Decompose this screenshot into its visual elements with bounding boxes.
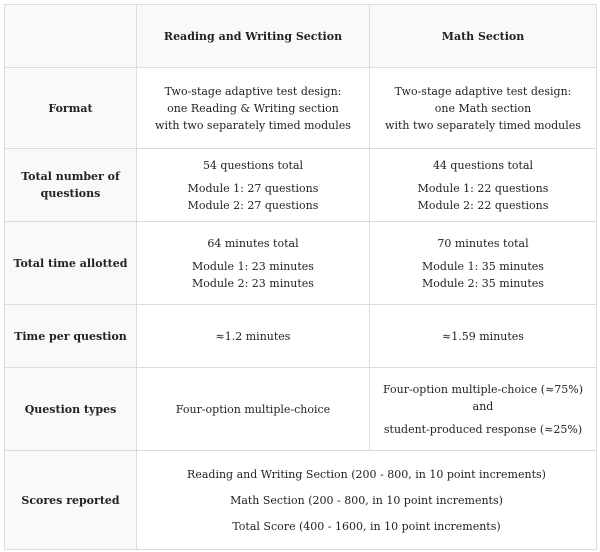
table-row-time	[5, 222, 597, 305]
time-rw-total: 64 minutes total	[207, 236, 299, 250]
time-rw-cell	[137, 222, 370, 305]
scores-cell	[137, 451, 597, 550]
header-reading-writing: Reading and Writing Section	[137, 5, 370, 68]
questions-rw-module-2: Module 2: 27 questions	[187, 198, 319, 212]
scores-line-math: Math Section (200 - 800, in 10 point increments)	[230, 493, 503, 507]
time-math-total: 70 minutes total	[437, 236, 529, 250]
table-row-time-per-question	[5, 305, 597, 368]
sat-structure-table	[4, 4, 597, 550]
time-math-module-2: Module 2: 35 minutes	[422, 276, 544, 290]
per-question-math-cell: ≈1.59 minutes	[370, 305, 597, 368]
types-math-cell	[370, 368, 597, 451]
row-label-questions-line-2: questions	[40, 187, 101, 200]
table-row-questions	[5, 149, 597, 222]
format-math-line-2: one Math section	[434, 101, 532, 115]
scores-line-reading-writing: Reading and Writing Section (200 - 800, in 10 point increments)	[187, 467, 546, 481]
corner-cell	[5, 5, 137, 68]
format-rw-line-1: Two-stage adaptive test design:	[164, 84, 342, 98]
format-math-line-3: with two separately timed modules	[385, 118, 581, 132]
format-math-line-1: Two-stage adaptive test design:	[394, 84, 572, 98]
scores-line-total: Total Score (400 - 1600, in 10 point increments)	[232, 519, 501, 533]
format-rw-line-2: one Reading & Writing section	[167, 101, 339, 115]
row-label-questions-line-1: Total number of	[21, 170, 120, 183]
time-math-cell	[370, 222, 597, 305]
types-math-line-2: student-produced response (≈25%)	[383, 422, 583, 436]
per-question-rw-cell: ≈1.2 minutes	[137, 305, 370, 368]
time-math-module-1: Module 1: 35 minutes	[422, 259, 544, 273]
row-label-time-per-question: Time per question	[5, 305, 137, 368]
questions-math-module-2: Module 2: 22 questions	[417, 198, 549, 212]
format-math-cell	[370, 68, 597, 149]
format-rw-line-3: with two separately timed modules	[155, 118, 351, 132]
questions-rw-module-1: Module 1: 27 questions	[187, 181, 319, 195]
types-math-line-1: Four-option multiple-choice (≈75%) and	[382, 382, 584, 413]
table-row-scores	[5, 451, 597, 550]
row-label-time: Total time allotted	[5, 222, 137, 305]
header-row	[5, 5, 597, 68]
types-rw-cell: Four-option multiple-choice	[137, 368, 370, 451]
row-label-scores: Scores reported	[5, 451, 137, 550]
row-label-question-types: Question types	[5, 368, 137, 451]
questions-rw-cell	[137, 149, 370, 222]
row-label-format: Format	[5, 68, 137, 149]
questions-math-cell	[370, 149, 597, 222]
header-math: Math Section	[370, 5, 597, 68]
row-label-questions	[5, 149, 137, 222]
table-row-question-types	[5, 368, 597, 451]
questions-rw-total: 54 questions total	[202, 158, 304, 172]
questions-math-module-1: Module 1: 22 questions	[417, 181, 549, 195]
questions-math-total: 44 questions total	[432, 158, 534, 172]
table-row-format	[5, 68, 597, 149]
time-rw-module-1: Module 1: 23 minutes	[192, 259, 314, 273]
format-rw-cell	[137, 68, 370, 149]
time-rw-module-2: Module 2: 23 minutes	[192, 276, 314, 290]
